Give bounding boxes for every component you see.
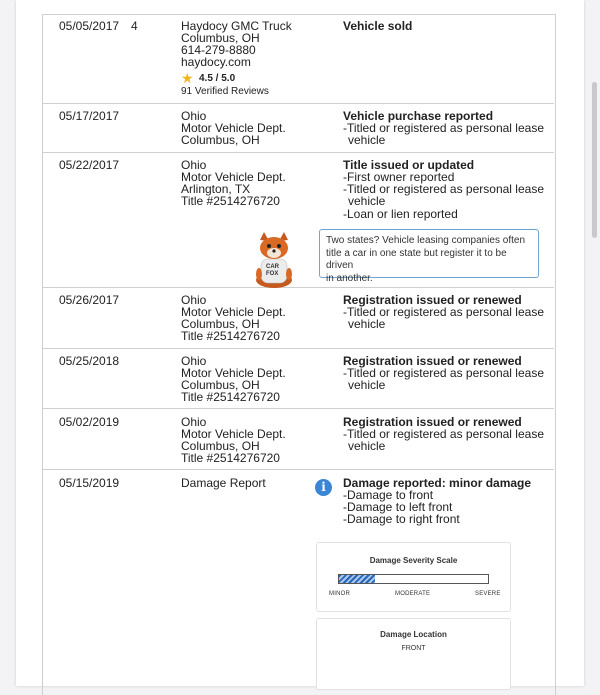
- tooltip-line: title a car in one state but register it to be driven: [326, 247, 507, 271]
- detail-item: -First owner reported: [343, 170, 455, 184]
- record-date: 05/15/2019: [59, 476, 120, 490]
- detail-item: -Damage to front: [343, 488, 434, 502]
- detail-item: vehicle: [348, 439, 386, 453]
- detail-item: vehicle: [348, 133, 386, 147]
- record-title: Title issued or updated: [343, 158, 475, 172]
- carfox-mascot: [250, 232, 298, 288]
- detail-item: -Titled or registered as personal lease: [343, 305, 544, 319]
- record-date: 05/17/2017: [59, 109, 120, 123]
- record-title: Vehicle purchase reported: [343, 109, 494, 123]
- dealer-name: Haydocy GMC Truck: [181, 19, 292, 33]
- source-line: Title #2514276720: [181, 194, 280, 208]
- detail-item: -Titled or registered as personal lease: [343, 182, 544, 196]
- location-title: Damage Location: [380, 630, 447, 639]
- record-title: Vehicle sold: [343, 19, 413, 33]
- dealer-location: Columbus, OH: [181, 31, 260, 45]
- record-title: Damage reported: minor damage: [343, 476, 532, 490]
- source-line: Ohio: [181, 109, 207, 123]
- dealer-phone[interactable]: 614-279-8880: [181, 43, 256, 57]
- detail-item: -Damage to right front: [343, 512, 460, 526]
- row-divider: [42, 152, 554, 153]
- source-line: Ohio: [181, 354, 207, 368]
- source-line: Damage Report: [181, 476, 266, 490]
- row-divider: [42, 287, 554, 288]
- detail-item: vehicle: [348, 378, 386, 392]
- source-line: Motor Vehicle Dept.: [181, 170, 286, 184]
- severity-label-severe: SEVERE: [475, 591, 501, 597]
- severity-title: Damage Severity Scale: [369, 556, 458, 565]
- tooltip-line: Two states? Vehicle leasing companies often: [326, 235, 526, 246]
- source-line: Ohio: [181, 293, 207, 307]
- source-line: Title #2514276720: [181, 451, 280, 465]
- detail-item: -Titled or registered as personal lease: [343, 427, 544, 441]
- source-line: Ohio: [181, 158, 207, 172]
- severity-bar: [338, 574, 489, 584]
- mascot-badge-line: FOX: [266, 271, 279, 277]
- source-line: Motor Vehicle Dept.: [181, 366, 286, 380]
- severity-label-minor: MINOR: [329, 591, 350, 597]
- detail-item: -Titled or registered as personal lease: [343, 121, 544, 135]
- row-divider: [42, 469, 554, 470]
- source-line: Motor Vehicle Dept.: [181, 121, 286, 135]
- damage-severity-panel: [316, 542, 511, 612]
- record-date: 05/25/2018: [59, 354, 120, 368]
- dealer-website[interactable]: haydocy.com: [181, 55, 251, 69]
- dealer-rating: 4.5 / 5.0: [199, 73, 236, 84]
- source-line: Motor Vehicle Dept.: [181, 305, 286, 319]
- source-line: Motor Vehicle Dept.: [181, 427, 286, 441]
- severity-fill: [339, 575, 375, 583]
- scrollbar[interactable]: [592, 82, 597, 238]
- source-line: Columbus, OH: [181, 133, 260, 147]
- detail-item: vehicle: [348, 194, 386, 208]
- row-divider: [42, 348, 554, 349]
- detail-item: -Damage to left front: [343, 500, 453, 514]
- tooltip-line: in another.: [326, 272, 373, 284]
- row-divider: [42, 408, 554, 409]
- source-line: Title #2514276720: [181, 329, 280, 343]
- source-line: Columbus, OH: [181, 378, 260, 392]
- source-line: Arlington, TX: [181, 182, 251, 196]
- tooltip-box: [319, 229, 539, 284]
- record-title: Registration issued or renewed: [343, 415, 522, 429]
- detail-item: vehicle: [348, 317, 386, 331]
- location-label-front: FRONT: [401, 645, 426, 652]
- record-mileage: 4: [131, 19, 138, 33]
- star-icon: ★: [181, 70, 194, 86]
- record-date: 05/26/2017: [59, 293, 120, 307]
- record-date: 05/22/2017: [59, 158, 120, 172]
- source-line: Columbus, OH: [181, 317, 260, 331]
- source-line: Columbus, OH: [181, 439, 260, 453]
- source-line: Title #2514276720: [181, 390, 280, 404]
- damage-location-panel: [316, 618, 511, 690]
- detail-item: -Titled or registered as personal lease: [343, 366, 544, 380]
- mascot-badge-line: CAR: [266, 264, 279, 270]
- record-date: 05/02/2019: [59, 415, 120, 429]
- severity-label-moderate: MODERATE: [395, 591, 431, 597]
- detail-item: -Loan or lien reported: [343, 207, 458, 221]
- dealer-reviews[interactable]: 91 Verified Reviews: [181, 86, 269, 97]
- row-divider: [42, 103, 554, 104]
- record-title: Registration issued or renewed: [343, 354, 522, 368]
- record-date: 05/05/2017: [59, 19, 120, 33]
- record-title: Registration issued or renewed: [343, 293, 522, 307]
- info-icon[interactable]: i: [315, 479, 332, 496]
- source-line: Ohio: [181, 415, 207, 429]
